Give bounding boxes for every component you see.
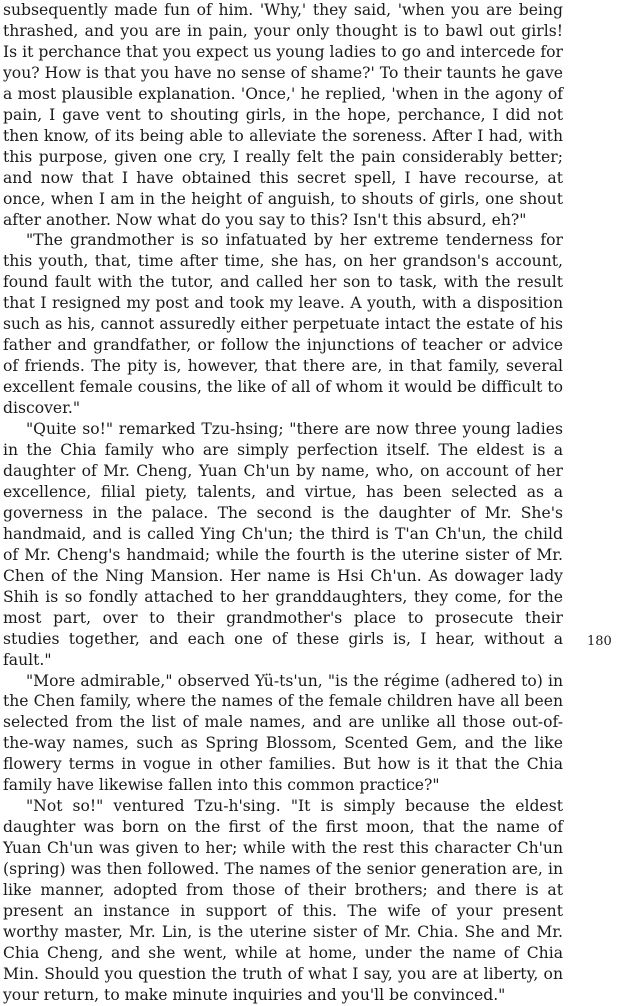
paragraph-3: "Quite so!" remarked Tzu-hsing; "there are now three young ladies in the Chia family who are simply perfection itself. The eldest is a daughter of Mr. Cheng, Yuan Ch'un by name, who, on account of her excellence, filial piety, talents, and virtue, has been selected as a governess in the palace. The second is the daughter of Mr. She's handmaid, and is called Ying Ch'un; the third is T'an Ch'un, the child of Mr. Cheng's handmaid; while the fourth is the uterine sister of Mr. Chen of the Ning Mansion. Her name is Hsi Ch'un. As dowager lady Shih is so fondly attached to her granddaughters, they come, for the most part, over to their grandmother's place to prosecute their studies together, and each one of these girls is, I hear, without a fault."	[3, 420, 563, 669]
paragraph-2: "The grandmother is so infatuated by her extreme tenderness for this youth, that, time after time, she has, on her grandson's account, found fault with the tutor, and called her son to task, with the result that I resigned my post and took my leave. A youth, with a disposition such as his, cannot assuredly either perpetuate intact the estate of his father and grandfather, or follow the injunctions of teacher or advice of friends. The pity is, however, that there are, in that family, several excellent female cousins, the like of all of whom it would be difficult to discover."	[3, 231, 563, 418]
page-body	[3, 0, 563, 1006]
paragraph-5: "Not so!" ventured Tzu-h'sing. "It is simply because the eldest daughter was born on the first of the first moon, that the name of Yuan Ch'un was given to her; while with the rest this character Ch'un (spring) was then followed. The names of the senior generation are, in like manner, adopted from those of their brothers; and there is at present an instance in support of this. The wife of your present worthy master, Mr. Lin, is the uterine sister of Mr. Chia. She and Mr. Chia Cheng, and she went, while at home, under the name of Chia Min. Should you question the truth of what I say, you are at liberty, on your return, to make minute inquiries and you'll be convinced."	[3, 797, 563, 1004]
paragraph-1: subsequently made fun of him. 'Why,' they said, 'when you are being thrashed, and you are in pain, your only thought is to bawl out girls! Is it perchance that you expect us young ladies to go and intercede for you? How is that you have no sense of shame?' To their taunts he gave a most plausible explanation. 'Once,' he replied, 'when in the agony of pain, I gave vent to shouting girls, in the hope, perchance, I did not then know, of its being able to alleviate the soreness. After I had, with this purpose, given one cry, I really felt the pain considerably better; and now that I have obtained this secret spell, I have recourse, at once, when I am in the height of anguish, to shouts of girls, one shout after another. Now what do you say to this? Isn't this absurd, eh?"	[3, 1, 563, 229]
paragraph-4: "More admirable," observed Yü-ts'un, "is the régime (adhered to) in the Chen family, where the names of the female children have all been selected from the list of male names, and are unlike all those out-of-the-way names, such as Spring Blossom, Scented Gem, and the like flowery terms in vogue in other families. But how is it that the Chia family have likewise fallen into this common practice?"	[3, 671, 563, 795]
margin-page-number: 180	[587, 634, 612, 649]
